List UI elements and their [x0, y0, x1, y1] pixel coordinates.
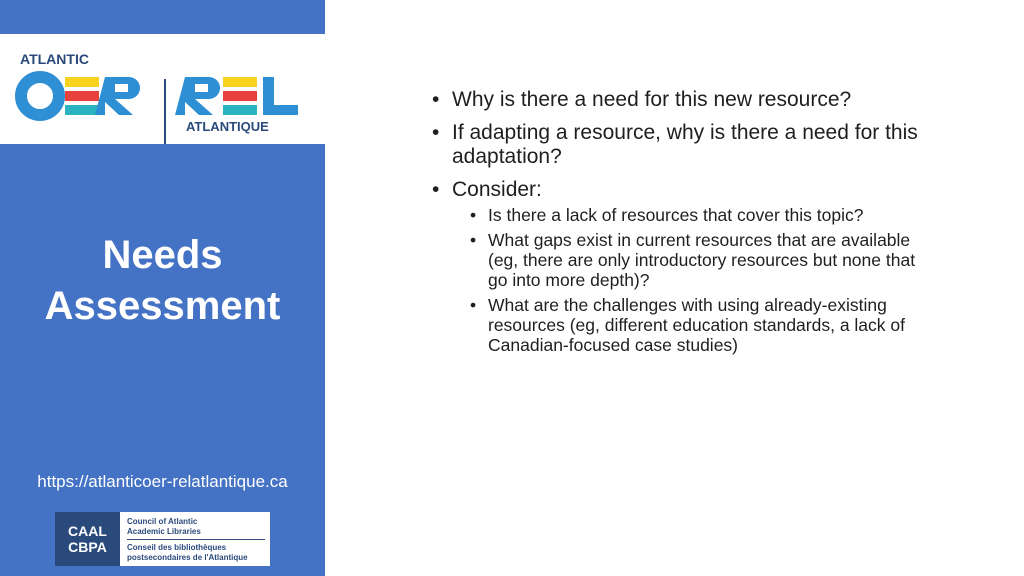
atlantic-oer-rel-logo [0, 34, 325, 144]
page-title [0, 230, 325, 332]
caal-name-en-1: Council of Atlantic [127, 517, 198, 526]
bullet-item [432, 88, 932, 112]
caal-abbr-en: CAAL [68, 523, 107, 539]
caal-abbr-box [55, 512, 120, 566]
content-area [432, 88, 932, 364]
logo-atlantic-text: ATLANTIC [20, 51, 89, 67]
bullet-text: If adapting a resource, why is there a need for this adaptation? [452, 121, 918, 168]
bullet-list [432, 88, 932, 355]
sidebar [0, 0, 325, 576]
logo-rel-r-letter [175, 77, 220, 115]
logo-e-letter [65, 77, 99, 115]
caal-name-en-2: Academic Libraries [127, 527, 201, 536]
sub-bullet-item: • Is there a lack of resources that cover this topic? [470, 205, 932, 225]
logo-r-letter [95, 77, 140, 115]
logo-divider [164, 79, 166, 144]
oer-rel-logo-graphic [0, 34, 325, 144]
logo-o-letter [21, 77, 59, 115]
title-line-2: Assessment [44, 284, 281, 328]
caal-cbpa-logo [55, 512, 270, 566]
bullet-item [432, 121, 932, 169]
bullet-item [432, 178, 932, 355]
bullet-text: Consider: [452, 178, 542, 201]
bullet-text: Why is there a need for this new resource? [452, 88, 852, 111]
logo-atlantique-text: ATLANTIQUE [186, 119, 269, 134]
sub-bullet-list [452, 205, 932, 355]
sub-bullet-item: • What are the challenges with using already-existing resources (eg, different education standards, a lack of Canadian-focused case studies) [470, 295, 932, 355]
website-link[interactable]: https://atlanticoer-relatlantique.ca [37, 472, 288, 491]
caal-name [127, 517, 265, 563]
caal-name-fr-1: Conseil des bibliothèques [127, 543, 227, 552]
logo-rel-e-letter [223, 77, 257, 115]
title-line-1: Needs [102, 233, 223, 277]
caal-divider [127, 539, 265, 540]
sub-bullet-item: • What gaps exist in current resources that are available (eg, there are only introductory resources but none that go into more depth)? [470, 230, 932, 290]
caal-abbr-fr: CBPA [68, 539, 107, 555]
logo-rel-l-letter [263, 77, 298, 115]
caal-name-fr-2: postsecondaires de l'Atlantique [127, 553, 248, 562]
